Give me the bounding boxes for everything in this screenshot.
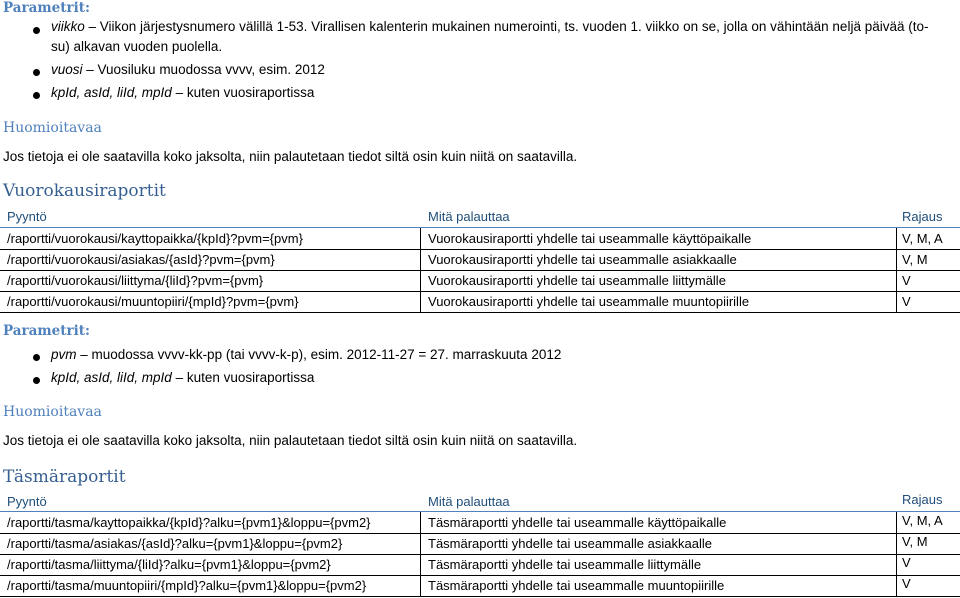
param-term: vuosi [51,62,83,77]
col-header-scope: Rajaus [902,492,943,507]
bullet-dot [33,377,40,384]
note-heading: Huomioitavaa [3,404,102,420]
param-desc: Viikon järjestysnumero välillä 1-53. Virallisen kalenterin mukainen numerointi, ts. vuoden 1. viikko on se, jolla on vähintään neljä päivää (to- [99,19,929,34]
param-desc: kuten vuosiraportissa [186,85,315,100]
param-pvm: pvm – muodossa vvvv-kk-pp (tai vvvv-k-p), esim. 2012-11-27 = 27. marraskuuta 2012 [51,347,562,362]
returns-cell: Täsmäraportti yhdelle tai useammalle käyttöpaikalle [428,515,727,530]
table-bottom-rule [0,596,960,597]
bullet-dot [33,27,40,34]
param-term: kpId, asId, liId, mpId [51,85,172,100]
section-title-tasma: Täsmäraportit [3,467,126,487]
params-heading: Parametrit: [3,0,90,16]
returns-cell: Vuorokausiraportti yhdelle tai useammalle asiakkaalle [428,252,737,267]
returns-cell: Täsmäraportti yhdelle tai useammalle muuntopiirille [428,578,725,593]
scope-cell: V, M [902,252,928,267]
param-vuosi: vuosi – Vuosiluku muodossa vvvv, esim. 2012 [51,62,325,77]
param-desc: Vuosiluku muodossa vvvv, esim. 2012 [97,62,325,77]
scope-cell: V, M, A [902,231,943,246]
returns-cell: Vuorokausiraportti yhdelle tai useammalle liittymälle [428,273,726,288]
param-viikko-cont: su) alkavan vuoden puolella. [51,39,223,54]
bullet-dot [33,354,40,361]
table-header-rule [0,227,960,228]
param-ids: kpId, asId, liId, mpId – kuten vuosiraportissa [51,85,315,100]
param-term: kpId, asId, liId, mpId [51,370,172,385]
col-header-returns: Mitä palauttaa [428,494,510,509]
table-header-rule [0,511,960,512]
returns-cell: Täsmäraportti yhdelle tai useammalle liittymälle [428,557,702,572]
param-term: pvm [51,347,77,362]
row-rule [0,270,960,271]
row-rule [0,533,960,534]
row-rule [0,554,960,555]
request-cell: /raportti/vuorokausi/muuntopiiri/{mpId}?pvm={pvm} [7,294,299,309]
request-cell: /raportti/vuorokausi/asiakas/{asId}?pvm={pvm} [7,252,275,267]
request-cell: /raportti/tasma/muuntopiiri/{mpId}?alku={pvm1}&loppu={pvm2} [7,578,367,593]
param-viikko: viikko – Viikon järjestysnumero välillä 1-53. Virallisen kalenterin mukainen numerointi, ts. vuoden 1. viikko on se, jolla on vähintään neljä päivää (to- [51,19,929,34]
param-term: viikko [51,19,85,34]
row-rule [0,291,960,292]
request-cell: /raportti/tasma/kayttopaikka/{kpId}?alku={pvm1}&loppu={pvm2} [7,515,371,530]
scope-cell: V [902,294,911,309]
row-rule [0,575,960,576]
note-text: Jos tietoja ei ole saatavilla koko jaksolta, niin palautetaan tiedot siltä osin kuin niitä on saatavilla. [3,433,578,448]
note-heading: Huomioitavaa [3,120,102,136]
param-desc: muodossa vvvv-kk-pp (tai vvvv-k-p), esim. 2012-11-27 = 27. marraskuuta 2012 [91,347,562,362]
scope-cell: V [902,576,911,591]
request-cell: /raportti/vuorokausi/liittyma/{liId}?pvm={pvm} [7,273,264,288]
request-cell: /raportti/tasma/asiakas/{asId}?alku={pvm1}&loppu={pvm2} [7,536,343,551]
col-header-request: Pyyntö [7,494,47,509]
returns-cell: Vuorokausiraportti yhdelle tai useammalle muuntopiirille [428,294,750,309]
returns-cell: Täsmäraportti yhdelle tai useammalle asiakkaalle [428,536,712,551]
row-rule [0,249,960,250]
param-desc: kuten vuosiraportissa [186,370,315,385]
returns-cell: Vuorokausiraportti yhdelle tai useammalle käyttöpaikalle [428,231,752,246]
scope-cell: V, M [902,534,928,549]
col-header-returns: Mitä palauttaa [428,209,510,224]
bullet-dot [33,69,40,76]
table-bottom-rule [0,312,960,313]
scope-cell: V [902,555,911,570]
scope-cell: V, M, A [902,513,943,528]
params-heading: Parametrit: [3,323,90,339]
request-cell: /raportti/vuorokausi/kayttopaikka/{kpId}?pvm={pvm} [7,231,303,246]
bullet-dot [33,92,40,99]
col-header-request: Pyyntö [7,209,47,224]
section-title-vuorokausi: Vuorokausiraportit [3,181,166,201]
param-ids: kpId, asId, liId, mpId – kuten vuosiraportissa [51,370,315,385]
scope-cell: V [902,273,911,288]
request-cell: /raportti/tasma/liittyma/{liId}?alku={pvm1}&loppu={pvm2} [7,557,331,572]
col-header-scope: Rajaus [902,209,943,224]
note-text: Jos tietoja ei ole saatavilla koko jaksolta, niin palautetaan tiedot siltä osin kuin niitä on saatavilla. [3,149,578,164]
